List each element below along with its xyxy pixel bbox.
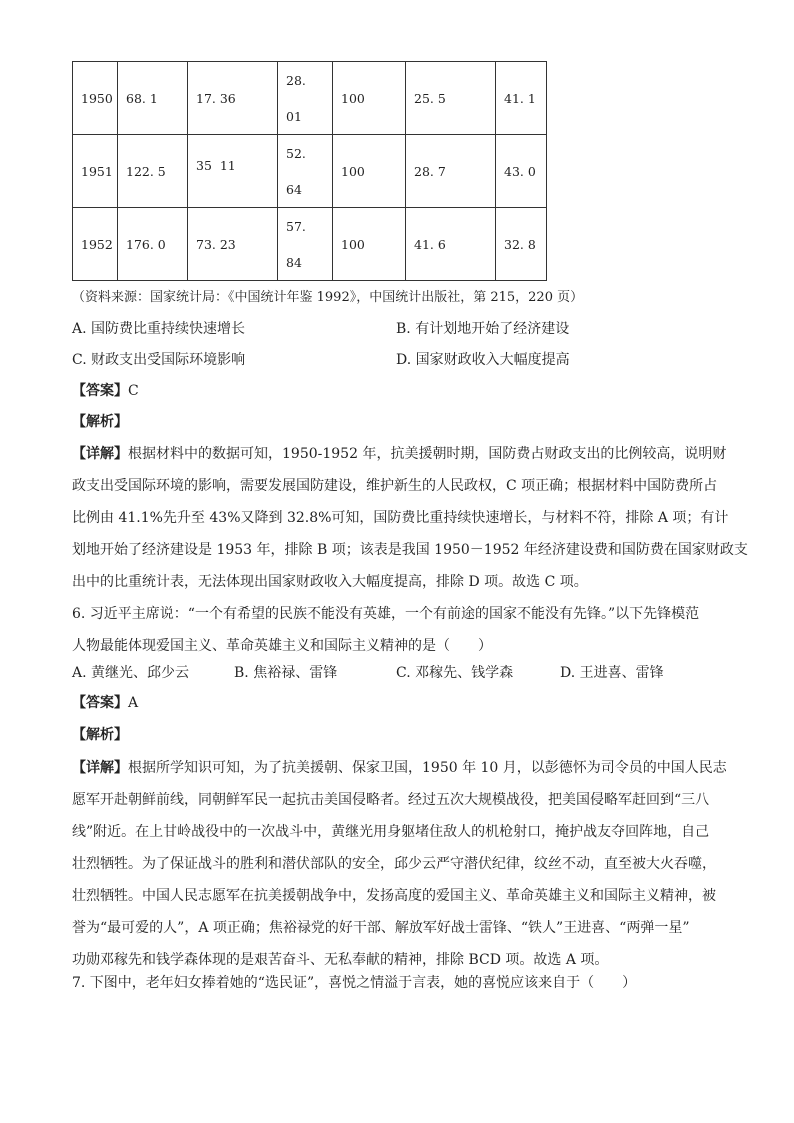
table-cell: 17. 36	[188, 62, 278, 135]
detail-line: 线”附近。在上甘岭战役中的一次战斗中，黄继光用身躯堵住敌人的机枪射口，掩护战友夺回阵地，自己	[72, 824, 710, 840]
stem-line: 6. 习近平主席说：“一个有希望的民族不能没有英雄，一个有前途的国家不能没有先锋。”以下先锋模范	[72, 606, 700, 622]
table-cell: 100	[333, 208, 406, 281]
q6-analysis-label	[72, 725, 128, 745]
table-cell	[278, 208, 333, 281]
detail-line: 誉为“最可爱的人”，A 项正确；焦裕禄党的好干部、解放军好战士雷锋、“铁人”王进喜、“两弹一星”	[72, 920, 690, 936]
data-source-note: （资料来源：国家统计局：《中国统计年鉴 1992》，中国统计出版社，第 215，220 页）	[72, 290, 584, 305]
detail-label: 【详解】	[72, 760, 128, 776]
q6-detail	[72, 752, 727, 976]
table-cell: 41. 6	[406, 208, 496, 281]
q5-option-d: D. 国家财政收入大幅度提高	[396, 352, 570, 368]
table-row	[73, 62, 547, 135]
table-cell: 68. 1	[118, 62, 188, 135]
q6-stem	[72, 598, 727, 662]
detail-line	[72, 752, 727, 784]
q5-option-b: B. 有计划地开始了经济建设	[396, 321, 570, 337]
table-cell: 176. 0	[118, 208, 188, 281]
table-cell	[278, 62, 333, 135]
detail-label: 【详解】	[72, 446, 128, 462]
cell-line: 28.	[286, 72, 306, 88]
table-cell: 43. 0	[496, 135, 547, 208]
detail-line	[72, 438, 727, 470]
q6-option-b: B. 焦裕禄、雷锋	[234, 665, 338, 681]
cell-line: 84	[286, 254, 302, 270]
q5-option-c: C. 财政支出受国际环境影响	[72, 352, 246, 368]
table-cell: 25. 5	[406, 62, 496, 135]
detail-line: 功勋邓稼先和钱学森体现的是艰苦奋斗、无私奉献的精神，排除 BCD 项。故选 A 项。	[72, 952, 609, 968]
detail-text: 根据材料中的数据可知，1950-1952 年，抗美援朝时期，国防费占财政支出的比例较高，说明财	[128, 446, 727, 462]
q5-option-a: A. 国防费比重持续快速增长	[72, 321, 246, 337]
answer-label: 【答案】	[72, 695, 128, 711]
detail-line: 划地开始了经济建设是 1953 年，排除 B 项；该表是我国 1950－1952 年经济建设费和国防费在国家财政支	[72, 542, 748, 558]
cell-line: 52.	[286, 145, 306, 161]
q6-option-d: D. 王进喜、雷锋	[560, 665, 664, 681]
answer-value: A	[128, 695, 139, 711]
analysis-label: 【解析】	[72, 727, 128, 743]
analysis-label: 【解析】	[72, 414, 128, 430]
detail-line: 政支出受国际环境的影响，需要发展国防建设，维护新生的人民政权，C 项正确；根据材料中国防费所占	[72, 478, 718, 494]
q5-answer	[72, 381, 139, 401]
answer-label: 【答案】	[72, 383, 128, 399]
table-cell: 122. 5	[118, 135, 188, 208]
q6-option-c: C. 邓稼先、钱学森	[396, 665, 514, 681]
cell-line: 64	[286, 181, 302, 197]
table-cell: 28. 7	[406, 135, 496, 208]
q5-analysis-label	[72, 412, 128, 432]
detail-line: 出中的比重统计表，无法体现出国家财政收入大幅度提高，排除 D 项。故选 C 项。	[72, 574, 588, 590]
q5-detail	[72, 438, 748, 598]
detail-text: 根据所学知识可知，为了抗美援朝、保家卫国，1950 年 10 月，以彭德怀为司令员的中国人民志	[128, 760, 727, 776]
detail-line: 愿军开赴朝鲜前线，同朝鲜军民一起抗击美国侵略者。经过五次大规模战役，把美国侵略军赶回到“三八	[72, 792, 710, 808]
table-row	[73, 208, 547, 281]
table-cell: 41. 1	[496, 62, 547, 135]
cell-text: 35 11	[196, 157, 236, 173]
statistics-table	[72, 61, 547, 281]
table-cell	[188, 135, 278, 208]
table-cell: 73. 23	[188, 208, 278, 281]
table-cell: 100	[333, 135, 406, 208]
table-cell: 100	[333, 62, 406, 135]
table-cell	[278, 135, 333, 208]
table-row	[73, 135, 547, 208]
q6-option-a: A. 黄继光、邱少云	[72, 665, 190, 681]
table-cell: 1951	[73, 135, 118, 208]
detail-line: 壮烈牺牲。中国人民志愿军在抗美援朝战争中，发扬高度的爱国主义、革命英雄主义和国际主义精神，被	[72, 888, 716, 904]
answer-value: C	[128, 383, 139, 399]
stem-line: 人物最能体现爱国主义、革命英雄主义和国际主义精神的是（ ）	[72, 638, 492, 654]
table-cell: 32. 8	[496, 208, 547, 281]
cell-line: 01	[286, 108, 302, 124]
table-cell: 1952	[73, 208, 118, 281]
cell-line: 57.	[286, 218, 306, 234]
detail-line: 比例由 41.1%先升至 43%又降到 32.8%可知，国防费比重持续快速增长，与材料不符，排除 A 项；有计	[72, 510, 729, 526]
table-cell: 1950	[73, 62, 118, 135]
q6-answer	[72, 693, 138, 713]
detail-line: 壮烈牺牲。为了保证战斗的胜利和潜伏部队的安全，邱少云严守潜伏纪律，纹丝不动，直至被大火吞噬，	[72, 856, 716, 872]
q7-stem: 7. 下图中，老年妇女捧着她的“选民证”，喜悦之情溢于言表，她的喜悦应该来自于（ ）	[72, 975, 637, 991]
